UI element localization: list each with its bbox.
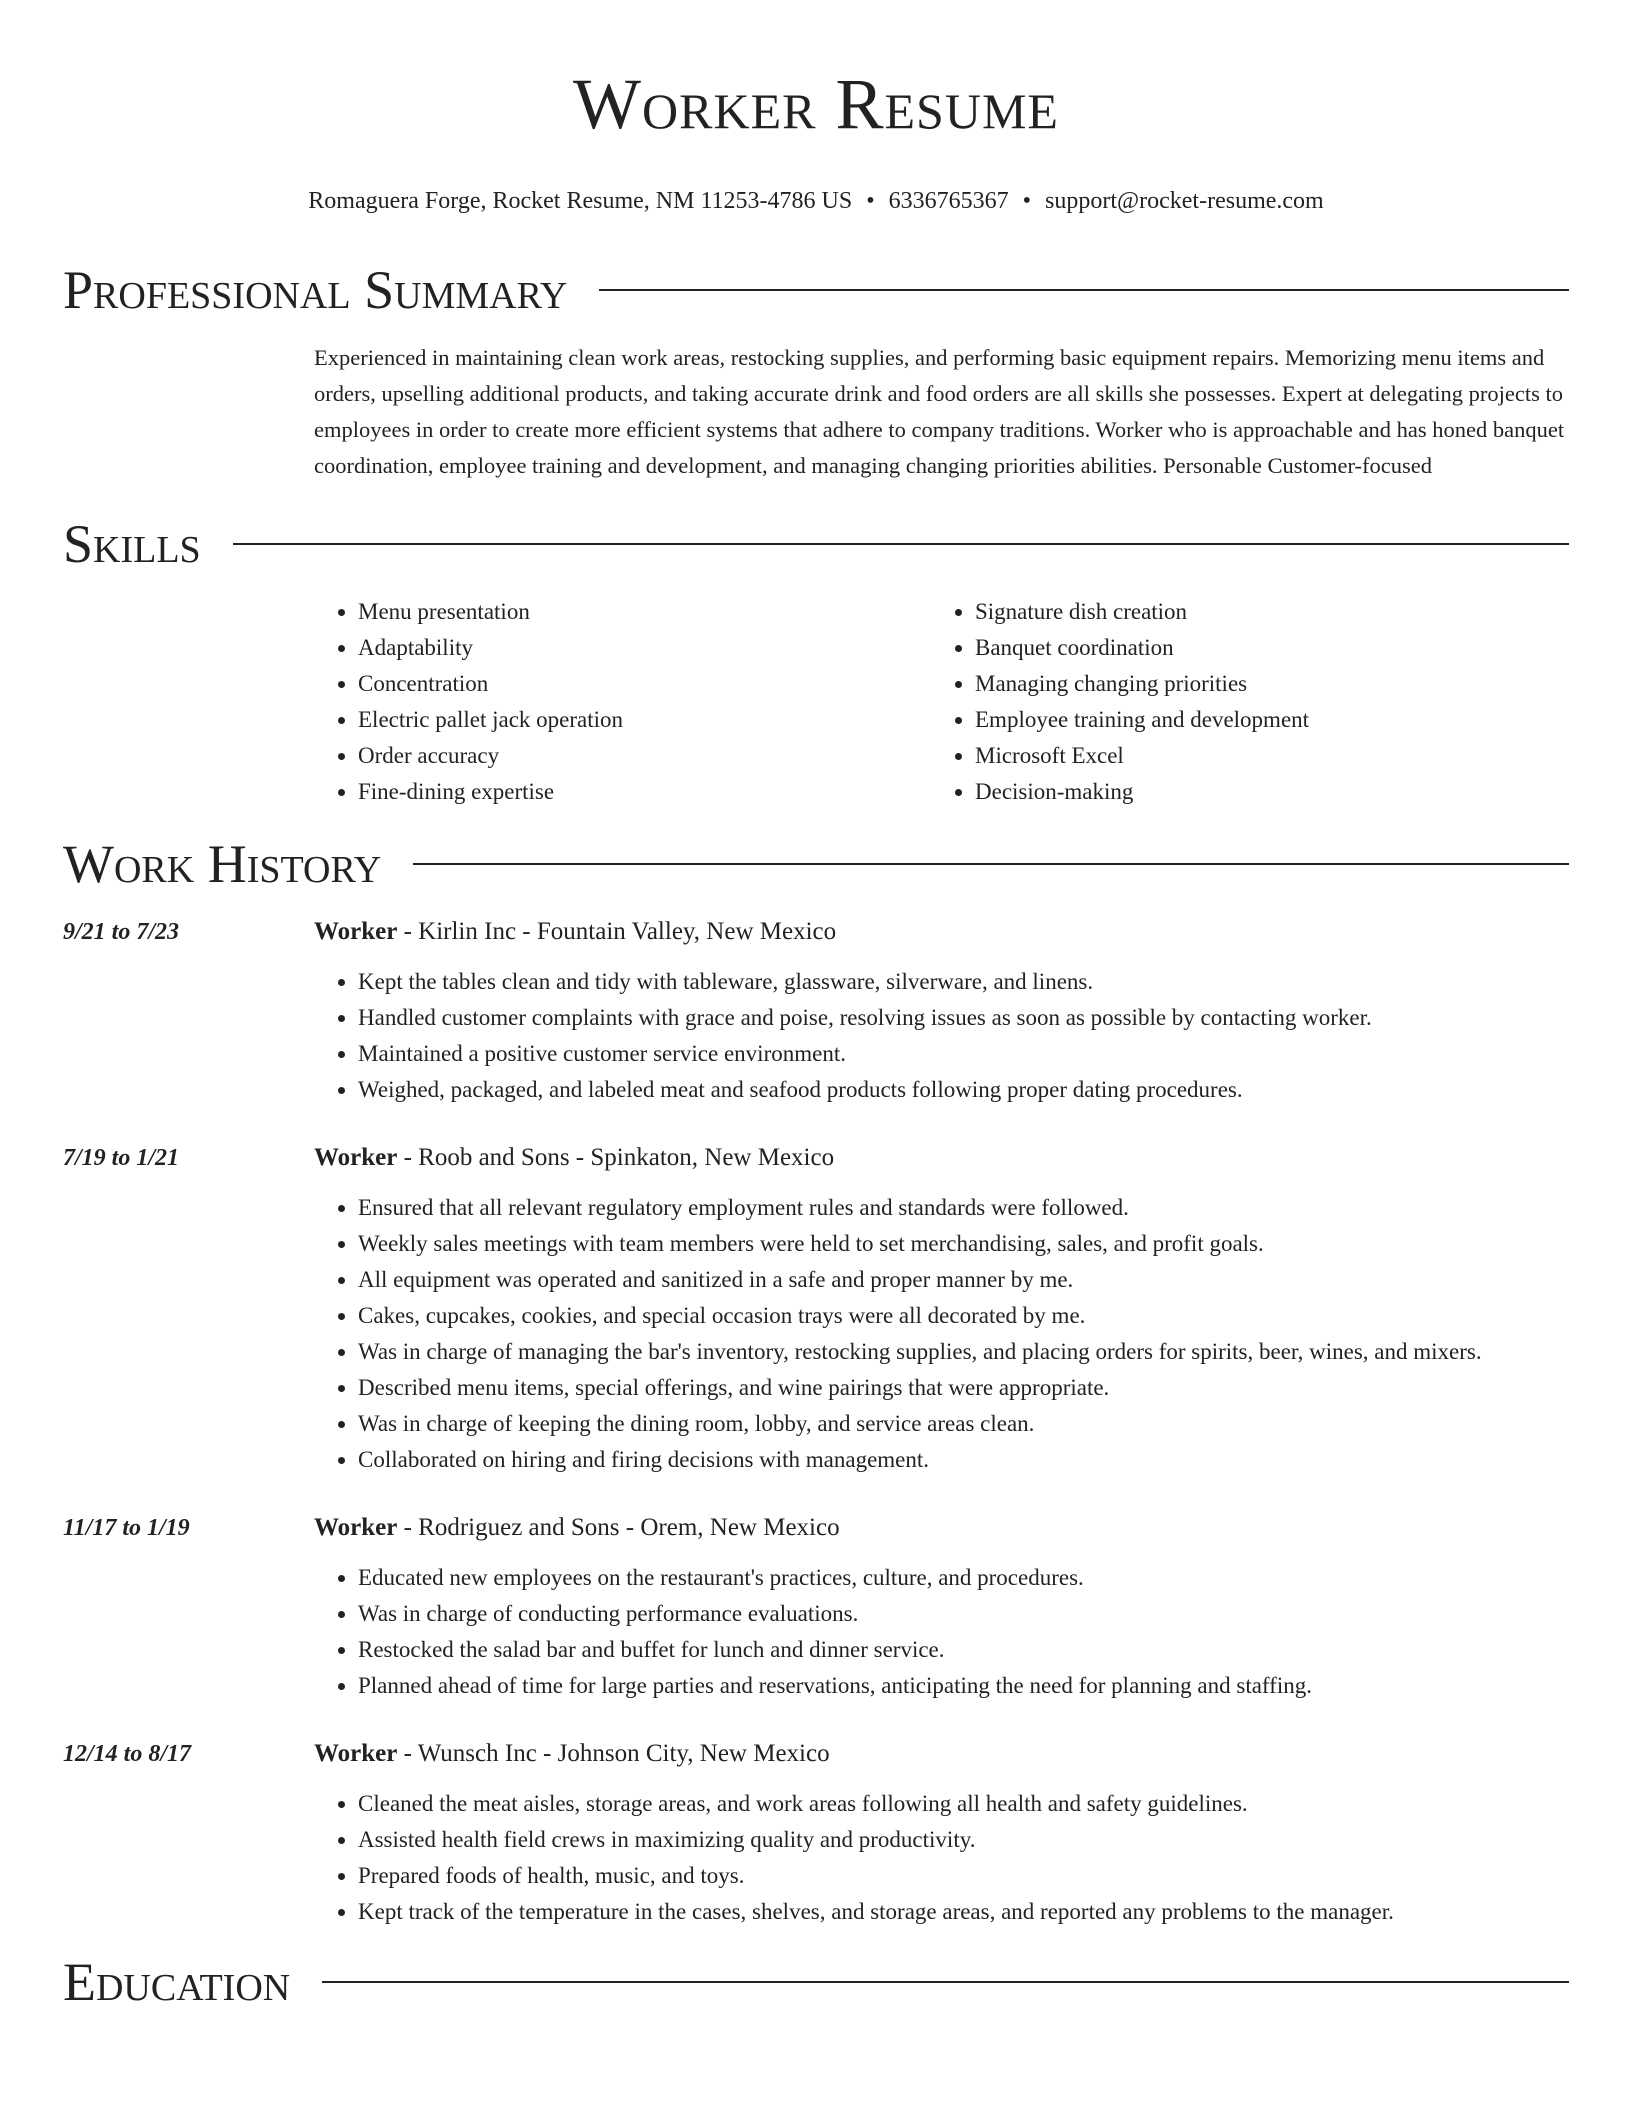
job-bullet: • Cleaned the meat aisles, storage areas, and work areas following all health and safety guidelines.	[358, 1786, 1569, 1822]
section-divider	[233, 543, 1569, 545]
job-entry	[63, 1140, 1569, 1478]
job-bullet: • Educated new employees on the restaurant's practices, culture, and procedures.	[358, 1560, 1569, 1596]
summary-text: Experienced in maintaining clean work areas, restocking supplies, and performing basic equipment repairs. Memorizing menu items and orders, upselling additional products, and taking accurate drink and food orders are all skills she possesses. Expert at delegating projects to employees in order to create more efficient systems that adhere to company traditions. Worker who is approachable and has honed banquet coordination, employee training and development, and managing changing priorities abilities. Personable Customer-focused	[314, 345, 1565, 478]
job-entry	[63, 914, 1569, 1108]
skill-item: • Electric pallet jack operation	[358, 702, 931, 738]
job-bullet: • Was in charge of keeping the dining room, lobby, and service areas clean.	[358, 1406, 1569, 1442]
skill-item: • Microsoft Excel	[975, 738, 1569, 774]
separator-dot: •	[866, 188, 875, 214]
job-entry	[63, 1736, 1569, 1930]
job-entry	[63, 1510, 1569, 1704]
section-divider	[413, 863, 1569, 865]
job-body	[314, 1510, 1569, 1704]
job-employer-location: - Rodriguez and Sons - Orem, New Mexico	[397, 1514, 840, 1541]
job-dates: 11/17 to 1/19	[63, 1515, 190, 1541]
job-bullet: • Kept track of the temperature in the cases, shelves, and storage areas, and reported any problems to the manager.	[358, 1894, 1569, 1930]
job-bullet: • All equipment was operated and sanitized in a safe and proper manner by me.	[358, 1262, 1569, 1298]
skill-item: • Order accuracy	[358, 738, 931, 774]
skill-item: • Adaptability	[358, 630, 931, 666]
skill-item: • Banquet coordination	[975, 630, 1569, 666]
job-role: Worker	[314, 918, 398, 945]
skills-grid	[314, 594, 1569, 810]
job-bullets	[314, 1560, 1569, 1704]
job-body	[314, 914, 1569, 1108]
skill-item: • Signature dish creation	[975, 594, 1569, 630]
job-bullet: • Described menu items, special offerings, and wine pairings that were appropriate.	[358, 1370, 1569, 1406]
job-employer-location: - Kirlin Inc - Fountain Valley, New Mexico	[397, 918, 837, 945]
job-role: Worker	[314, 1740, 398, 1767]
job-role: Worker	[314, 1514, 398, 1541]
job-dates: 9/21 to 7/23	[63, 919, 180, 945]
skill-item: • Employee training and development	[975, 702, 1569, 738]
job-bullet: • Planned ahead of time for large parties and reservations, anticipating the need for planning and staffing.	[358, 1668, 1569, 1704]
job-bullet: • Kept the tables clean and tidy with tableware, glassware, silverware, and linens.	[358, 964, 1569, 1000]
job-bullet: • Weekly sales meetings with team members were held to set merchandising, sales, and profit goals.	[358, 1226, 1569, 1262]
work-history-section-header	[63, 832, 1569, 896]
separator-dot: •	[1022, 188, 1032, 214]
job-dates: 7/19 to 1/21	[63, 1145, 180, 1171]
job-bullet: • Ensured that all relevant regulatory employment rules and standards were followed.	[358, 1190, 1569, 1226]
section-divider	[322, 1981, 1569, 1983]
job-bullet: • Maintained a positive customer service environment.	[358, 1036, 1569, 1072]
resume-name: Worker Resume	[573, 64, 1059, 144]
job-title-line	[314, 914, 1569, 950]
education-section-header	[63, 1950, 1569, 2014]
contact-phone: 6336765367	[888, 188, 1009, 214]
job-body	[314, 1736, 1569, 1930]
job-dates: 12/14 to 8/17	[63, 1741, 192, 1767]
skill-item: • Decision-making	[975, 774, 1569, 810]
summary-section-header	[63, 258, 1569, 322]
job-employer-location: - Wunsch Inc - Johnson City, New Mexico	[397, 1740, 830, 1767]
skill-item: • Managing changing priorities	[975, 666, 1569, 702]
job-bullet: • Handled customer complaints with grace and poise, resolving issues as soon as possible by contacting worker.	[358, 1000, 1569, 1036]
job-bullet: • Was in charge of conducting performance evaluations.	[358, 1596, 1569, 1632]
skills-list-right	[931, 594, 1569, 810]
job-bullets	[314, 1786, 1569, 1930]
job-body	[314, 1140, 1569, 1478]
section-title-summary: Professional Summary	[63, 260, 568, 320]
job-title-line	[314, 1510, 1569, 1546]
contact-line	[63, 186, 1569, 216]
job-title-line	[314, 1736, 1569, 1772]
section-divider	[599, 289, 1569, 291]
job-bullets	[314, 964, 1569, 1108]
contact-email: support@rocket-resume.com	[1045, 188, 1324, 214]
job-title-line	[314, 1140, 1569, 1176]
skills-section-header	[63, 512, 1569, 576]
job-bullet: • Assisted health field crews in maximizing quality and productivity.	[358, 1822, 1569, 1858]
job-role: Worker	[314, 1144, 398, 1171]
skills-list-left	[314, 594, 931, 810]
section-title-work-history: Work History	[63, 834, 382, 894]
skill-item: • Menu presentation	[358, 594, 931, 630]
job-employer-location: - Roob and Sons - Spinkaton, New Mexico	[397, 1144, 835, 1171]
section-title-skills: Skills	[63, 514, 201, 574]
skill-item: • Fine-dining expertise	[358, 774, 931, 810]
job-bullet: • Prepared foods of health, music, and toys.	[358, 1858, 1569, 1894]
job-bullet: • Cakes, cupcakes, cookies, and special occasion trays were all decorated by me.	[358, 1298, 1569, 1334]
section-title-education: Education	[63, 1952, 291, 2012]
job-bullets	[314, 1190, 1569, 1478]
job-bullet: • Restocked the salad bar and buffet for lunch and dinner service.	[358, 1632, 1569, 1668]
skill-item: • Concentration	[358, 666, 931, 702]
job-bullet: • Weighed, packaged, and labeled meat and seafood products following proper dating procedures.	[358, 1072, 1569, 1108]
contact-address: Romaguera Forge, Rocket Resume, NM 11253-4786 US	[308, 188, 853, 214]
job-bullet: • Collaborated on hiring and firing decisions with management.	[358, 1442, 1569, 1478]
job-bullet: • Was in charge of managing the bar's inventory, restocking supplies, and placing orders for spirits, beer, wines, and mixers.	[358, 1334, 1569, 1370]
